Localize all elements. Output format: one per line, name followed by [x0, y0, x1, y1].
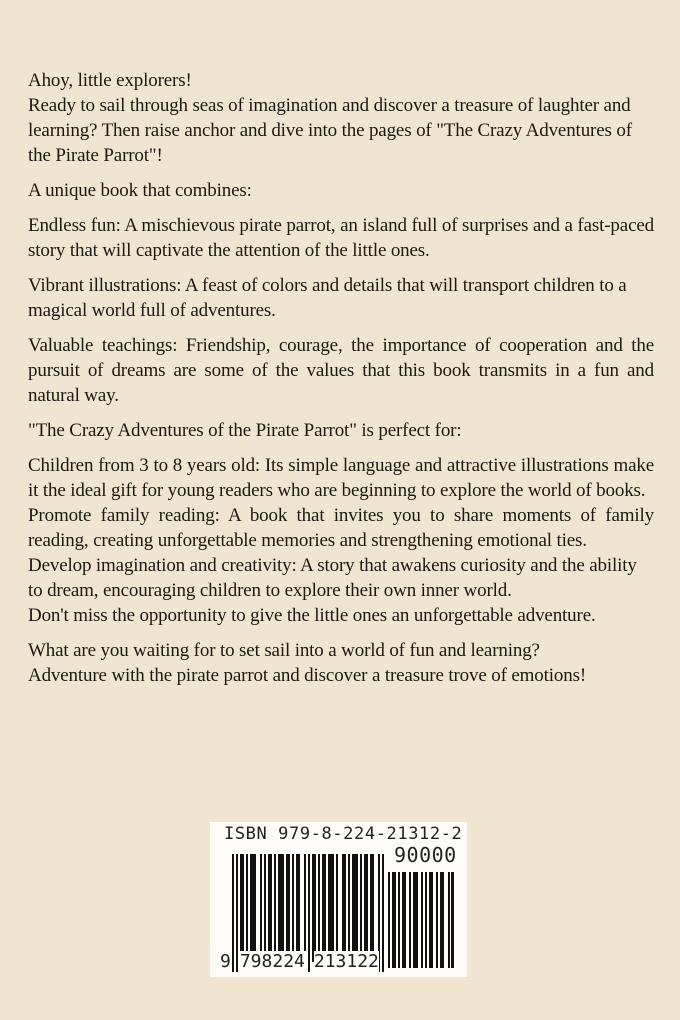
- ean13-digits: [220, 951, 379, 972]
- feature-valuable-teachings: Valuable teachings: Friendship, courage, the importance of cooperation and the pursuit of dreams are some of the values that this book transmits in a fun and natural way.: [28, 335, 654, 406]
- perfect-for-age: Children from 3 to 8 years old: Its simple language and attractive illustrations make it the ideal gift for young readers who are beginning to explore the world of books.: [28, 455, 654, 501]
- closing-line: What are you waiting for to set sail into a world of fun and learning?: [28, 640, 540, 661]
- closing-paragraph: [28, 638, 654, 688]
- isbn-label: ISBN 979-8-224-21312-2: [224, 824, 463, 844]
- ean-left-digits: 798224: [239, 951, 305, 972]
- closing-line: Adventure with the pirate parrot and discover a treasure trove of emotions!: [28, 665, 587, 686]
- perfect-for-imagination: Develop imagination and creativity: A story that awakens curiosity and the ability to dream, encouraging children to explore their own inner world.: [28, 555, 637, 601]
- feature-endless-fun: Endless fun: A mischievous pirate parrot, an island full of surprises and a fast-paced story that will captivate the attention of the little ones.: [28, 215, 654, 261]
- price-addon-code: 90000: [394, 843, 457, 867]
- addon-bars: [388, 872, 454, 968]
- intro-line: Ready to sail through seas of imagination and discover a treasure of laughter and: [28, 95, 631, 116]
- feature-vibrant-illustrations: Vibrant illustrations: A feast of colors and details that will transport children to a magical world full of adventures.: [28, 275, 627, 321]
- perfect-for-heading: "The Crazy Adventures of the Pirate Parrot" is perfect for:: [28, 420, 462, 441]
- isbn-barcode: [210, 822, 467, 977]
- ean-first-digit: 9: [220, 951, 231, 972]
- perfect-for-family-reading: Promote family reading: A book that invites you to share moments of family reading, creating unforgettable memories and strengthening emotional ties.: [28, 505, 654, 551]
- intro-line: the Pirate Parrot"!: [28, 145, 163, 166]
- combines-heading: A unique book that combines:: [28, 180, 252, 201]
- book-description: [28, 68, 654, 698]
- intro-line: learning? Then raise anchor and dive into the pages of "The Crazy Adventures of: [28, 120, 632, 141]
- dont-miss-line: Don't miss the opportunity to give the little ones an unforgettable adventure.: [28, 605, 596, 626]
- greeting: Ahoy, little explorers!: [28, 70, 192, 91]
- intro-paragraph: [28, 68, 654, 168]
- ean-right-digits: 213122: [313, 951, 379, 972]
